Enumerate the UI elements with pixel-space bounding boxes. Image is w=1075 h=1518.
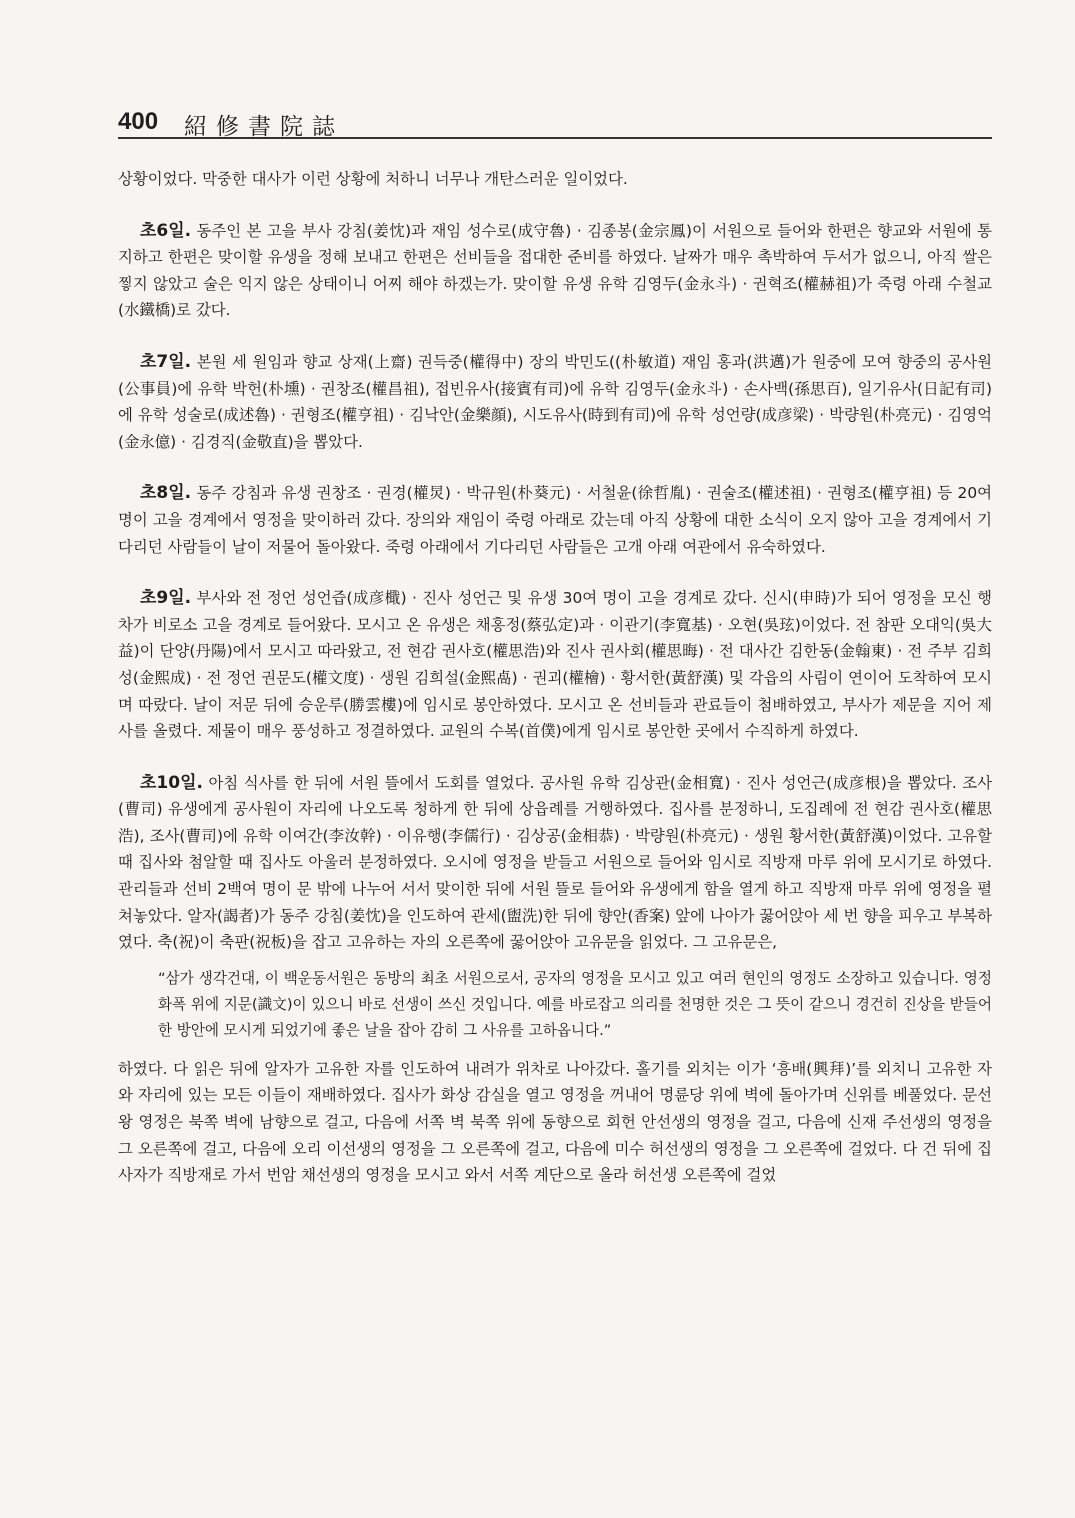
paragraph-day-6 bbox=[118, 218, 992, 324]
book-title: 紹修書院誌 bbox=[184, 114, 344, 140]
paragraph-text: 부사와 전 정언 성언즙(成彦檝) · 진사 성언근 및 유생 30여 명이 고을 경계로 갔다. 신시(申時)가 되어 영정을 모신 행차가 비로소 고을 경계로 들어왔다. 모시고 온 유생은 채홍정(蔡弘定)과 · 이관기(李寬基) · 오현(吳玹)이었다. 전 참판 오대익(吳大益)이 단양(丹陽)에서 모시고 따라왔고, 전 현감 권사호(權思浩)와 진사 권사회(權思晦) · 전 대사간 김한동(金翰東) · 전 주부 김희성(金熙成) · 전 정언 권문도(權文度) · 생원 김희설(金熙卨) · 권괴(權檜) · 황서한(黃舒漢) 및 각읍의 사림이 연이어 도착하여 모시며 따랐다. 날이 저문 뒤에 승운루(勝雲樓)에 임시로 봉안하였다. 모시고 온 선비들과 관료들이 첨배하였고, 부사가 제문을 지어 제사를 올렸다. 제물이 매우 풍성하고 정결하였다. 교원의 수복(首僕)에게 임시로 봉안한 곳에서 수직하게 하였다. bbox=[118, 589, 992, 741]
day-label: 초7일. bbox=[140, 351, 192, 372]
paragraph-day-9 bbox=[118, 585, 992, 745]
header-rule bbox=[118, 137, 992, 139]
paragraph-day-7 bbox=[118, 349, 992, 455]
paragraph-text: 아침 식사를 한 뒤에 서원 뜰에서 도회를 열었다. 공사원 유학 김상관(金相寬) · 진사 성언근(成彦根)을 뽑았다. 조사(曹司) 유생에게 공사원이 자리에 나오도록 청하게 한 뒤에 상읍례를 거행하였다. 집사를 분정하니, 도집례에 전 현감 권사호(權思浩), 조사(曹司)에 유학 이여간(李汝幹) · 이유행(李儒行) · 김상공(金相恭) · 박량원(朴亮元) · 생원 황서한(黃舒漢)이었다. 고유할 때 집사와 첨알할 때 집사도 아울러 분정하였다. 오시에 영정을 받들고 서원으로 들어와 임시로 직방재 마루 위에 모시기로 하였다. 관리들과 선비 2백여 명이 문 밖에 나누어 서서 맞이한 뒤에 서원 뜰로 들어와 유생에게 함을 열게 하고 직방재 마루 위에 영정을 펼쳐놓았다. 알자(謁者)가 동주 강침(姜忱)을 인도하여 관세(盥洗)한 뒤에 향안(香案) 앞에 나아가 꿇어앉아 세 번 향을 피우고 부복하였다. 축(祝)이 축판(祝板)을 잡고 고유하는 자의 오른쪽에 꿇어앉아 고유문을 읽었다. 그 고유문은, bbox=[118, 773, 992, 952]
day-label: 초9일. bbox=[140, 588, 192, 609]
day-label: 초10일. bbox=[140, 772, 203, 793]
paragraph-continued: 상황이었다. 막중한 대사가 이런 상황에 처하니 너무나 개탄스러운 일이었다. bbox=[118, 170, 628, 188]
day-label: 초6일. bbox=[140, 220, 192, 241]
day-label: 초8일. bbox=[140, 483, 192, 504]
quoted-petition: “삼가 생각건대, 이 백운동서원은 동방의 최초 서원으로서, 공자의 영정을 모시고 있고 여러 현인의 영정도 소장하고 있습니다. 영정 화폭 위에 지문(識文)이 있으니 바로 선생이 쓰신 것입니다. 예를 바로잡고 의리를 천명한 것은 그 뜻이 같으니 경건히 진상을 받들어 한 방안에 모시게 되었기에 좋은 날을 잡아 감히 그 사유를 고하옵니다.” bbox=[158, 969, 992, 1039]
paragraph-text: 본원 세 원임과 향교 상재(上齋) 권득중(權得中) 장의 박민도((朴敏道) 재임 홍과(洪邁)가 원중에 모여 향중의 공사원(公事員)에 유학 박헌(朴壎) · 권창조(權昌祖), 접빈유사(接賓有司)에 유학 김영두(金永斗) · 손사백(孫思百), 일기유사(日記有司)에 유학 성술로(成述魯) · 권형조(權亨祖) · 김낙안(金樂顔), 시도유사(時到有司)에 유학 성언량(成彦梁) · 박량원(朴亮元) · 김영억(金永億) · 김경직(金敬直)을 뽑았다. bbox=[118, 352, 992, 451]
page-number: 400 bbox=[118, 108, 159, 135]
page-body bbox=[118, 166, 992, 1189]
paragraph-day-8 bbox=[118, 480, 992, 560]
paragraph-after-quote: 하였다. 다 읽은 뒤에 알자가 고유한 자를 인도하여 내려가 위차로 나아갔다. 홀기를 외치는 이가 ‘흥배(興拜)’를 외치니 고유한 자와 자리에 있는 모든 이들이 재배하였다. 집사가 화상 감실을 열고 영정을 꺼내어 명륜당 위에 벽에 돌아가며 신위를 베풀었다. 문선왕 영정은 북쪽 벽에 남향으로 걸고, 다음에 서쪽 벽 북쪽 위에 동향으로 회헌 안선생의 영정을 걸고, 다음에 신재 주선생의 영정을 그 오른쪽에 걸고, 다음에 오리 이선생의 영정을 그 오른쪽에 걸고, 다음에 미수 허선생의 영정을 그 오른쪽에 걸었다. 다 건 뒤에 집사자가 직방재로 가서 번암 채선생의 영정을 모시고 와서 서쪽 계단으로 올라 허선생 오른쪽에 걸었 bbox=[118, 1059, 992, 1185]
page-header bbox=[118, 104, 992, 144]
paragraph-text: 동주인 본 고을 부사 강침(姜忱)과 재임 성수로(成守魯) · 김종봉(金宗鳳)이 서원으로 들어와 한편은 향교와 서원에 통지하고 한편은 맞이할 유생을 정해 보내고 한편은 선비들을 접대한 준비를 하였다. 날짜가 매우 촉박하여 두서가 없으니, 아직 쌀은 찧지 않았고 술은 익지 않은 상태이니 어찌 해야 하겠는가. 맞이할 유생 유학 김영두(金永斗) · 권혁조(權赫祖)가 죽령 아래 수철교(水鐵橋)로 갔다. bbox=[118, 221, 992, 320]
paragraph-text: 동주 강침과 유생 권창조 · 권경(權炅) · 박규원(朴葵元) · 서철윤(徐哲胤) · 권술조(權述祖) · 권형조(權亨祖) 등 20여 명이 고을 경계에서 영정을 맞이하러 갔다. 장의와 재임이 죽령 아래로 갔는데 아직 상황에 대한 소식이 오지 않아 고을 경계에서 기다리던 사람들이 날이 저물어 돌아왔다. 죽령 아래에서 기다리던 사람들은 고개 아래 여관에서 유숙하였다. bbox=[118, 484, 992, 556]
paragraph-day-10 bbox=[118, 770, 992, 956]
